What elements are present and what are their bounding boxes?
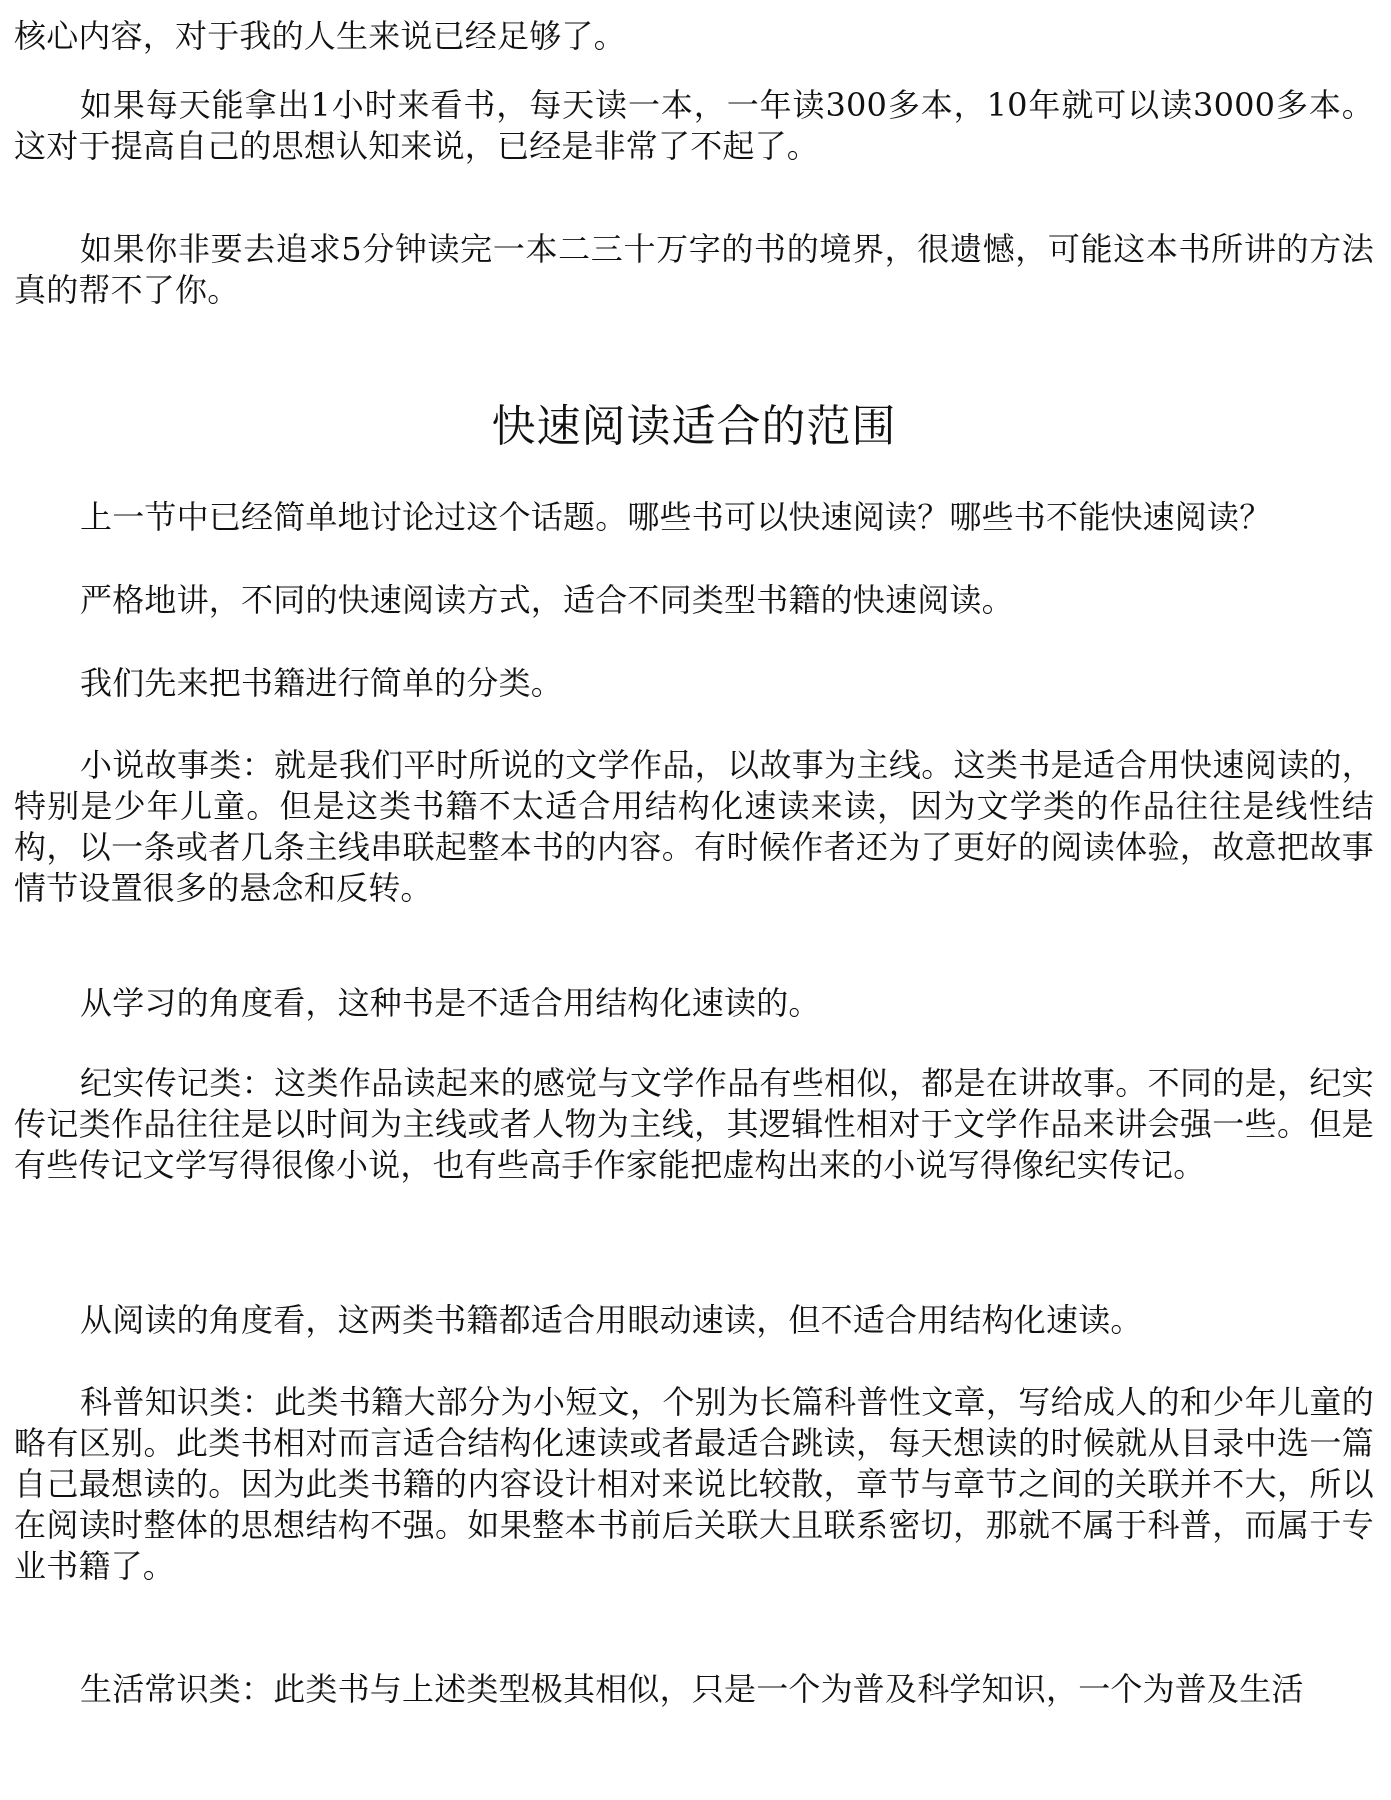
paragraph: 上一节中已经简单地讨论过这个话题。哪些书可以快速阅读？哪些书不能快速阅读？ [80,498,1272,536]
paragraph: 科普知识类：此类书籍大部分为小短文，个别为长篇科普性文章，写给成人的和少年儿童的略有区别。此类书相对而言适合结构化速读或者最适合跳读，每天想读的时候就从目录中选一篇自己最想读的。因为此类书籍的内容设计相对来说比较散，章节与章节之间的关联并不大，所以在阅读时整体的思想结构不强。如果整本书前后关联大且联系密切，那就不属于科普，而属于专业书籍了。 [14,1383,1374,1585]
paragraph: 纪实传记类：这类作品读起来的感觉与文学作品有些相似，都是在讲故事。不同的是，纪实传记类作品往往是以时间为主线或者人物为主线，其逻辑性相对于文学作品来讲会强一些。但是有些传记文学写得很像小说，也有些高手作家能把虚构出来的小说写得像纪实传记。 [14,1064,1374,1184]
paragraph: 我们先来把书籍进行简单的分类。 [80,664,564,702]
paragraph: 如果每天能拿出1小时来看书，每天读一本，一年读300多本，10年就可以读3000多本。这对于提高自己的思想认知来说，已经是非常了不起了。 [14,86,1374,165]
paragraph: 从阅读的角度看，这两类书籍都适合用眼动速读，但不适合用结构化速读。 [80,1301,1143,1339]
section-title: 快速阅读适合的范围 [491,401,897,452]
paragraph: 如果你非要去追求5分钟读完一本二三十万字的书的境界，很遗憾，可能这本书所讲的方法真的帮不了你。 [14,230,1374,309]
paragraph: 从学习的角度看，这种书是不适合用结构化速读的。 [80,984,821,1022]
paragraph: 小说故事类：就是我们平时所说的文学作品，以故事为主线。这类书是适合用快速阅读的，特别是少年儿童。但是这类书籍不太适合用结构化速读来读，因为文学类的作品往往是线性结构，以一条或者几条主线串联起整本书的内容。有时候作者还为了更好的阅读体验，故意把故事情节设置很多的悬念和反转。 [14,746,1374,907]
paragraph: 严格地讲，不同的快速阅读方式，适合不同类型书籍的快速阅读。 [80,581,1014,619]
paragraph: 核心内容，对于我的人生来说已经足够了。 [14,17,626,55]
paragraph: 生活常识类：此类书与上述类型极其相似，只是一个为普及科学知识，一个为普及生活 [80,1670,1304,1708]
